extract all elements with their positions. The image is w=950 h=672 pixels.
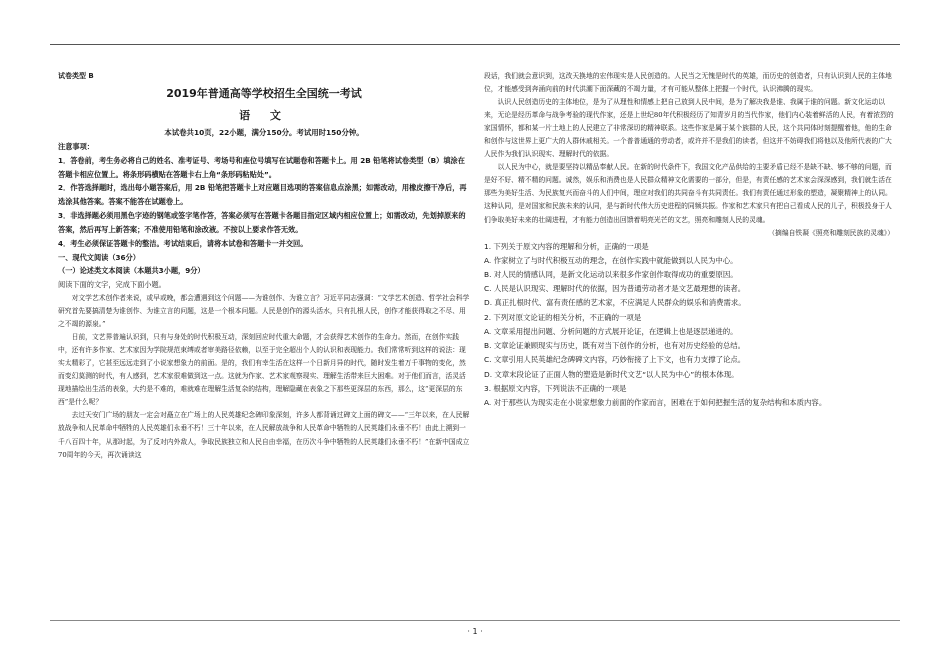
- question-option: A. 文章采用提出问题、分析问题的方式展开论证，在逻辑上也是逐层递进的。: [484, 326, 738, 336]
- question-stem: 1. 下列关于原文内容的理解和分析，正确的一项是: [484, 241, 649, 251]
- question-option: B. 文章论证兼顾现实与历史，既有对当下创作的分析，也有对历史经验的总结。: [484, 341, 746, 351]
- exam-type: 试卷类型 B: [58, 72, 94, 80]
- notice-item: 2．作答选择题时，选出每小题答案后，用 2B 铅笔把答题卡上对应题目选项的答案信息点涂黑；如需改动，用橡皮擦干净后，再选涂其他答案。答案不能答在试题卷上。: [58, 183, 467, 207]
- notice-item: 1．答卷前，考生务必将自己的姓名、准考证号、考场号和座位号填写在试题卷和答题卡上。用 2B 铅笔将试卷类型（B）填涂在答题卡相应位置上。将条形码横贴在答题卡右上角“条形码粘贴处”。: [58, 155, 465, 179]
- section-heading: 一、现代文阅读（36分）: [58, 252, 140, 262]
- question-option: A. 对于那些认为现实走在小说家想象力前面的作家而言，困难在于如何把握生活的复杂结构和本质内容。: [484, 398, 827, 408]
- question-option: C. 人民是认识现实、理解时代的依据，因为普通劳动者才是文艺最理想的读者。: [484, 284, 746, 294]
- question-stem: 3. 根据原文内容，下列说法不正确的一项是: [484, 383, 627, 393]
- question-option: D. 真正扎根时代、富有责任感的艺术家，不应满足人民群众的娱乐和消费需求。: [484, 298, 746, 308]
- notice-heading: 注意事项：: [58, 141, 94, 151]
- subject-title: 语 文: [239, 108, 289, 122]
- passage-paragraph: 认识人民创造历史的主体地位，是为了从理性和情感上把自己放到人民中间，是为了解决我是谁、我属于谁的问题。新文化运动以来，无论是经历革命与战争考验的现代作家，还是上世纪80年代积极经历了知青岁月的当代作家，他们内心装着鲜活的人民，有着浓烈的家国情怀，都和某一片土地上的人民建立了非常深切的精神联系。这些作家是属于某个族群的人民，这个共同体时刻提醒着他，他的生命和创作与这世界上更广大的人群休戚相关。一个普普通通的劳动者，或许并不是我们的读者，但这并不妨碍我们将他以及他所代表的广大人民作为我们认识现实、理解时代的依据。: [484, 98, 894, 159]
- passage-paragraph: 去过天安门广场的朋友一定会对矗立在广场上的人民英雄纪念碑印象深刻，许多人都背诵过碑文上面的碑文——“三年以来，在人民解放战争和人民革命中牺牲的人民英雄们永垂不朽！三十年以来，在人民解放战争和人民革命中牺牲的人民英雄们永垂不朽！由此上溯到一千八百四十年，从那时起，为了反对内外敌人，争取民族独立和人民自由幸福，在历次斗争中牺牲的人民英雄们永垂不朽！”在新中国成立70周年的今天，再次诵读这: [58, 411, 470, 459]
- left-column: [58, 70, 470, 462]
- page-number: · 1 ·: [467, 627, 483, 636]
- passage-source: （摘编自铁凝《照亮和雕刻民族的灵魂》）: [768, 228, 894, 237]
- right-column: [484, 70, 894, 410]
- reading-instruction: 阅读下面的文字，完成下面小题。: [58, 280, 166, 290]
- notice-item: 3．非选择题必须用黑色字迹的钢笔或签字笔作答，答案必须写在答题卡各题目指定区域内相应位置上；如需改动，先划掉原来的答案，然后再写上新答案；不准使用铅笔和涂改液。不按以上要求作答无效。: [58, 211, 466, 234]
- bottom-rule: [50, 620, 900, 621]
- top-rule: [50, 44, 900, 45]
- passage-paragraph: 段话，我们就会意识到，这改天换地的宏伟现实是人民创造的。人民当之无愧是时代的英雄，而历史的创造者，只有认识到人民的主体地位，才能感受到奔涌向前的时代洪潮下面深藏的不竭力量，才有可能从整体上把握一个时代，认识沸腾的现实。: [484, 72, 892, 94]
- question-option: D. 文章末段论证了正面人物的塑造是新时代文艺“以人民为中心”的根本体现。: [484, 369, 739, 379]
- passage-paragraph: 日前，文艺界普遍认识到，只有与身处的时代积极互动，深刻回应时代重大命题，才会获得艺术创作的生命力。然而，在创作实践中，还有许多作家、艺术家因为学院规范束缚或者审美路径依赖，以至于完全超出个人的认识和表现能力。我们常常听到这样的说法：现实太精彩了，它甚至远远走到了小说家想象力的前面。是的，我们有幸生活在这样一个日新月异的时代，随时发生着万千事物的变化，然而变幻莫测的时代，有人感到，艺术家很难做到这一点。这就为作家、艺术家观察现实、理解生活带来巨大困难。对于他们而言，活灵活现地描绘出生活的表象，大约是不难的，难就难在理解生活复杂的结构，理解隐藏在表象之下那些更深层的东西，那么，这“更深层的东西”是什么呢？: [58, 333, 466, 407]
- question-option: B. 对人民的情感认同，是新文化运动以来很多作家创作取得成功的重要原因。: [484, 270, 738, 280]
- exam-info: 本试卷共10页，22小题，满分150分。考试用时150分钟。: [164, 127, 364, 137]
- exam-title: 2019年普通高等学校招生全国统一考试: [166, 87, 362, 101]
- question-stem: 2. 下列对原文论证的相关分析，不正确的一项是: [484, 312, 642, 322]
- notice-item: 4．考生必须保证答题卡的整洁。考试结束后，请将本试卷和答题卡一并交回。: [58, 238, 308, 248]
- passage-paragraph: 对文学艺术创作者来说，或早或晚，都会遭遇到这个问题——为谁创作、为谁立言？习近平同志强调：“文学艺术创造、哲学社会科学研究首先要搞清楚为谁创作、为谁立言的问题，这是一个根本问题。人民是创作的源头活水，只有扎根人民，创作才能获得取之不尽、用之不竭的源泉。”: [58, 293, 470, 329]
- sub-section-heading: （一）论述类文本阅读（本题共3小题，9分）: [58, 266, 205, 276]
- question-option: C. 文章引用人民英雄纪念碑碑文内容，巧妙衔接了上下文，也有力支撑了论点。: [484, 355, 746, 365]
- question-option: A. 作家树立了与时代积极互动的理念，在创作实践中就能做到以人民为中心。: [484, 255, 738, 265]
- passage-paragraph: 以人民为中心，就是要坚持以精品奉献人民。在新的时代条件下，我国文化产品供给的主要矛盾已经不是缺不缺、够不够的问题，而是好不好、精不精的问题。诚然，娱乐和消费也是人民群众精神文化需要的一部分，但是，有责任感的艺术家会深深感到，我们就生活在那些为美好生活、为民族复兴而奋斗的人们中间，理应对我们的共同奋斗有共同责任。我们有责任通过形象的塑造，凝聚精神上的认同。这种认同，是对国家和民族未来的认同，是与新时代伟大历史进程的同频共振。作家和艺术家只有把自己看成人民的儿子，积极投身于人们争取美好未来的壮阔进程，才有能力创造出回馈着明亮光芒的文艺，照亮和雕刻人民的灵魂。: [484, 163, 892, 224]
